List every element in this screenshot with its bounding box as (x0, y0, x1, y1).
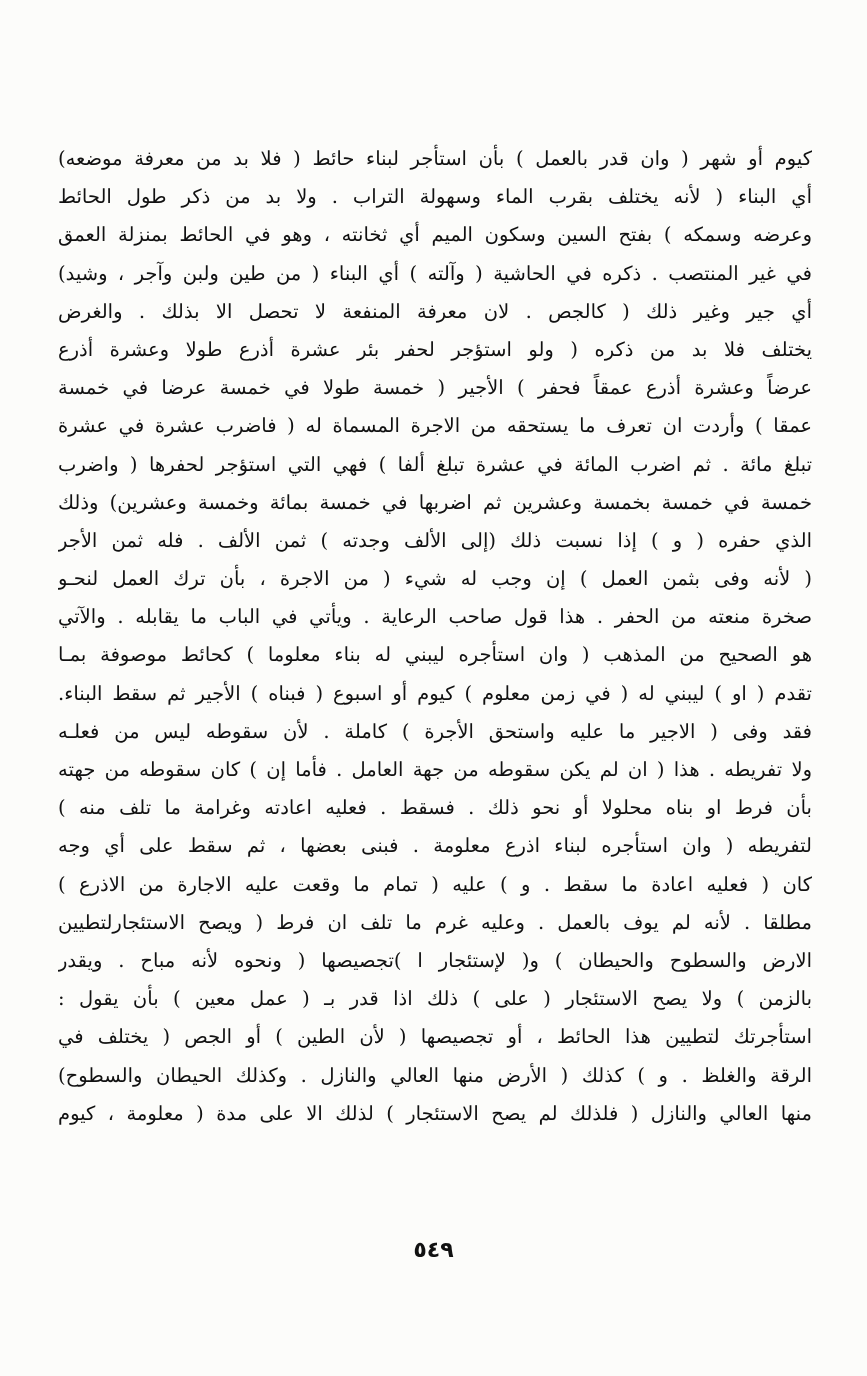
text-line: بالزمن ) ولا يصح الاستئجار ( على ) ذلك اذا قدر بـ ( عمل معين ) بأن يقول : (58, 987, 812, 1011)
text-line: ولا تفريطه . هذا ( ان لم يكن سقوطه من جهة العامل . فأما إن ) كان سقوطه من جهته (58, 758, 812, 781)
text-line: فقد وفى ( الاجير ما عليه واستحق الأجرة ) كاملة . لأن سقوطه ليس من فعلـه (58, 719, 812, 743)
text-line: كيوم أو شهر ( وان قدر بالعمل ) بأن استأجر لبناء حائط ( فلا بد من معرفة موضعه) (58, 147, 812, 170)
text-line: خمسة في خمسة بخمسة وعشرين ثم اضربها في خمسة بمائة وخمسة وعشرين) وذلك (58, 490, 812, 514)
text-line: تقدم ( او ) ليبني له ( في زمن معلوم ) كيوم أو اسبوع ( فبناه ) الأجير ثم سقط البناء. (58, 681, 812, 705)
text-line: وعرضه وسمكه ) بفتح السين وسكون الميم أي ثخانته ، وهو في الحائط بمنزلة العمق (58, 223, 812, 247)
text-line: عرضاً وعشرة أذرع عمقاً فحفر ) الأجير ( خمسة طولا في خمسة عرضا في خمسة (58, 376, 812, 400)
text-line: في غير المنتصب . ذكره في الحاشية ( وآلته ) أي البناء ( من طين ولبن وآجر ، وشيد) (58, 261, 812, 285)
text-line: ( لأنه وفى بثمن العمل ) إن وجب له شيء ( من الاجرة ، بأن ترك العمل لنحـو (58, 567, 812, 591)
text-line: تبلغ مائة . ثم اضرب المائة في عشرة تبلغ ألفا ) فهي التي استؤجر لحفرها ( واضرب (58, 452, 812, 476)
text-line: الذي حفره ( و ) إذا نسبت ذلك (إلى الألف وجدته ) ثمن الألف . فله ثمن الأجر (58, 528, 812, 552)
text-line: استأجرتك لتطيين هذا الحائط ، أو تجصيصها ( لأن الطين ) أو الجص ( يختلف في (58, 1025, 812, 1049)
text-line: يختلف فلا بد من ذكره ( ولو استؤجر لحفر بئر عشرة أذرع طولا وعشرة أذرع (58, 337, 812, 361)
text-line: أي البناء ( لأنه يختلف بقرب الماء وسهولة التراب . ولا بد من ذكر طول الحائط (58, 185, 812, 209)
text-line: الارض والسطوح والحيطان ) و( لإستئجار ا )تجصيصها ( ونحوه لأنه مباح . ويقدر (58, 948, 812, 972)
text-line: أي جير وغير ذلك ( كالجص . لان معرفة المنفعة لا تحصل الا بذلك . والغرض (58, 299, 812, 323)
text-line: صخرة منعته من الحفر . هذا قول صاحب الرعاية . ويأتي في الباب ما يقابله . والآتي (58, 605, 812, 629)
text-line: هو الصحيح من المذهب ( وان استأجره ليبني له بناء معلوما ) كحائط موصوفة بمـا (58, 643, 812, 667)
text-line: كان ( فعليه اعادة ما سقط . و ) عليه ( تمام ما وقعت عليه الاجارة من الاذرع ) (58, 872, 812, 896)
body-text (58, 140, 812, 1133)
text-line: منها العالي والنازل ( فلذلك لم يصح الاستئجار ) لذلك الا على مدة ( معلومة ، كيوم (58, 1101, 812, 1125)
text-line: لتفريطه ( وان استأجره لبناء اذرع معلومة . فبنى بعضها ، ثم سقط على أي وجه (58, 834, 812, 858)
text-line: بأن فرط او بناه محلولا أو نحو ذلك . فسقط . فعليه اعادته وغرامة ما تلف منه ) (58, 796, 812, 820)
text-line: الرقة والغلظ . و ) كذلك ( الأرض منها العالي والنازل . وكذلك الحيطان والسطوح) (58, 1063, 812, 1087)
text-line: مطلقا . لأنه لم يوف بالعمل . وعليه غرم ما تلف ان فرط ( ويصح الاستئجارلتطيين (58, 910, 812, 934)
text-line: عمقا ) وأردت ان تعرف ما يستحقه من الاجرة المسماة له ( فاضرب عشرة في عشرة (58, 414, 812, 438)
page-number: ٥٤٩ (413, 1238, 454, 1263)
